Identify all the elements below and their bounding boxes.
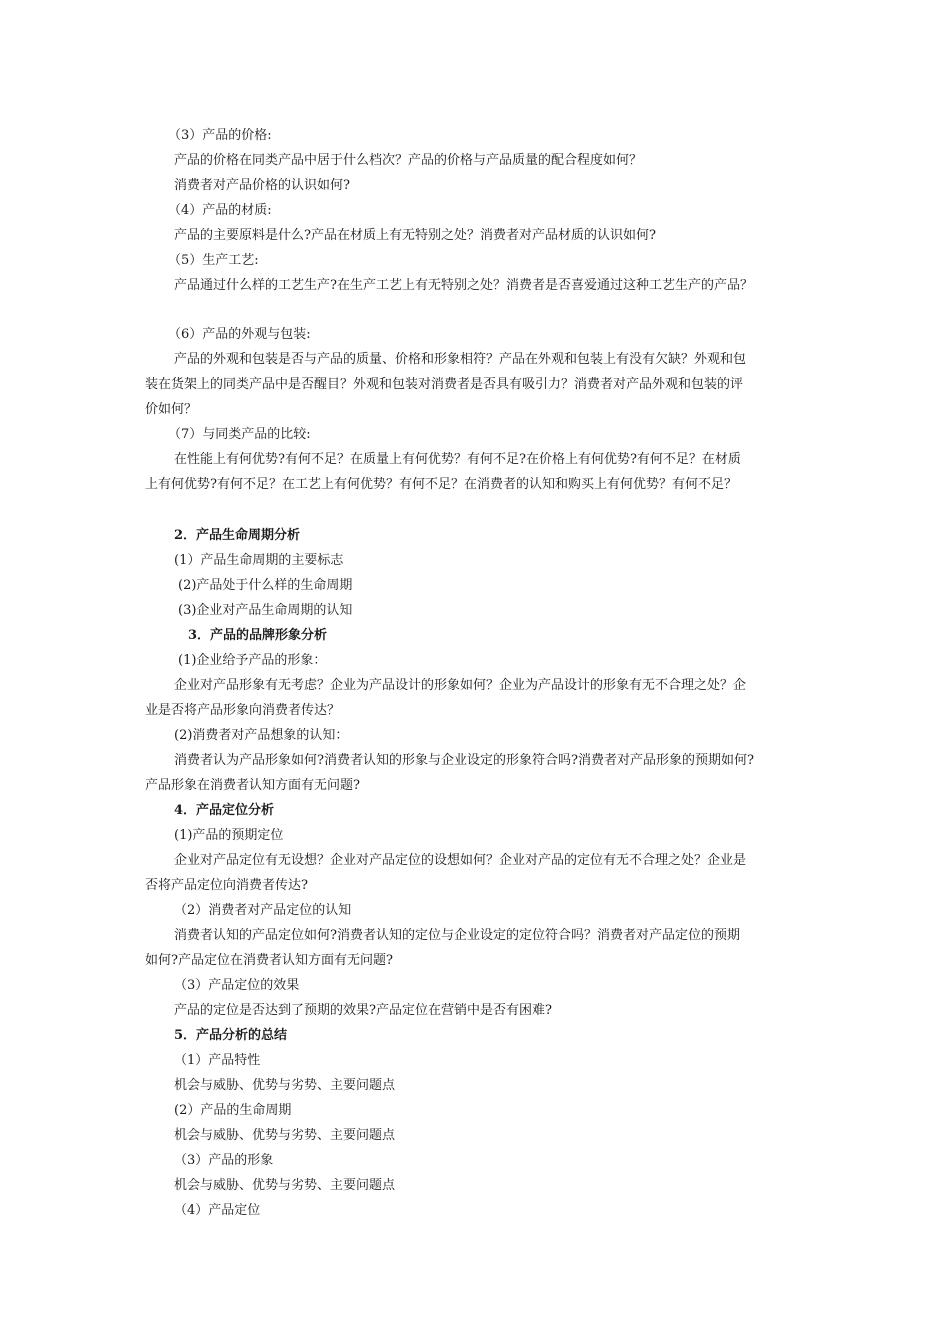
list-item: (3)企业对产品生命周期的认知 [178,603,353,618]
section-heading-summary: 5．产品分析的总结 [174,1028,288,1043]
subheading-comparison: （7）与同类产品的比较: [168,427,311,442]
section-heading-brand-image: 3．产品的品牌形象分析 [188,628,328,643]
subheading-material: （4）产品的材质: [168,203,272,218]
list-item: （3）产品的形象 [174,1153,274,1168]
paragraph-line: 机会与威胁、优势与劣势、主要问题点 [174,1178,396,1193]
list-item: （1）产品特性 [174,1053,261,1068]
list-item: (1)产品的预期定位 [174,828,284,843]
paragraph-line: 消费者对产品价格的认识如何? [174,178,350,193]
paragraph-line: 消费者认为产品形象如何?消费者认知的形象与企业设定的形象符合吗?消费者对产品形象的预期如何? [174,753,754,768]
paragraph-line: 企业对产品形象有无考虑？企业为产品设计的形象如何？企业为产品设计的形象有无不合理之处？企 [174,678,747,693]
paragraph-line: 企业对产品定位有无设想？企业对产品定位的设想如何？企业对产品的定位有无不合理之处？企业是 [174,853,747,868]
subheading-appearance: （6）产品的外观与包装: [168,327,311,342]
list-item: （3）产品定位的效果 [174,978,300,993]
paragraph-line: 装在货架上的同类产品中是否醒目？外观和包装对消费者是否具有吸引力？消费者对产品外观和包装的评 [145,377,744,392]
list-item: (2）产品的生命周期 [174,1103,292,1118]
paragraph-line: 产品的定位是否达到了预期的效果?产品定位在营销中是否有困难? [174,1003,552,1018]
section-heading-lifecycle: 2．产品生命周期分析 [174,528,301,543]
paragraph-line: 产品形象在消费者认知方面有无问题? [145,778,360,793]
paragraph-line: 机会与威胁、优势与劣势、主要问题点 [174,1128,396,1143]
list-item: （4）产品定位 [174,1203,261,1218]
list-item: (2)产品处于什么样的生命周期 [178,578,353,593]
paragraph-line: 价如何？ [145,402,198,417]
paragraph-line: 消费者认知的产品定位如何?消费者认知的定位与企业设定的定位符合吗？消费者对产品定位的预期 [174,928,740,943]
list-item: (1）产品生命周期的主要标志 [174,553,344,568]
paragraph-line: 否将产品定位向消费者传达? [145,878,308,893]
paragraph-line: 产品的价格在同类产品中居于什么档次？产品的价格与产品质量的配合程度如何？ [174,153,643,168]
paragraph-line: 在性能上有何优势?有何不足？在质量上有何优势？有何不足?在价格上有何优势?有何不足？在材质 [174,452,741,467]
paragraph-line: 如何?产品定位在消费者认知方面有无问题? [145,953,393,968]
paragraph-line: 产品的外观和包装是否与产品的质量、价格和形象相符？产品在外观和包装上有没有欠缺？外观和包 [174,352,747,367]
list-item: (1)企业给予产品的形象： [178,653,327,668]
subheading-price: （3）产品的价格: [168,128,272,143]
paragraph-line: 上有何优势?有何不足？在工艺上有何优势？有何不足？在消费者的认知和购买上有何优势？有何不足？ [145,477,737,492]
paragraph-line: 机会与威胁、优势与劣势、主要问题点 [174,1078,396,1093]
section-heading-positioning: 4．产品定位分析 [174,803,275,818]
subheading-process: （5）生产工艺: [168,253,259,268]
paragraph-line: 产品通过什么样的工艺生产?在生产工艺上有无特别之处？消费者是否喜爱通过这种工艺生产的产品？ [174,278,753,293]
paragraph-line: 业是否将产品形象向消费者传达？ [145,703,341,718]
paragraph-line: 产品的主要原料是什么?产品在材质上有无特别之处？消费者对产品材质的认识如何? [174,228,656,243]
list-item: (2)消费者对产品想象的认知： [174,728,349,743]
list-item: （2）消费者对产品定位的认知 [174,903,352,918]
